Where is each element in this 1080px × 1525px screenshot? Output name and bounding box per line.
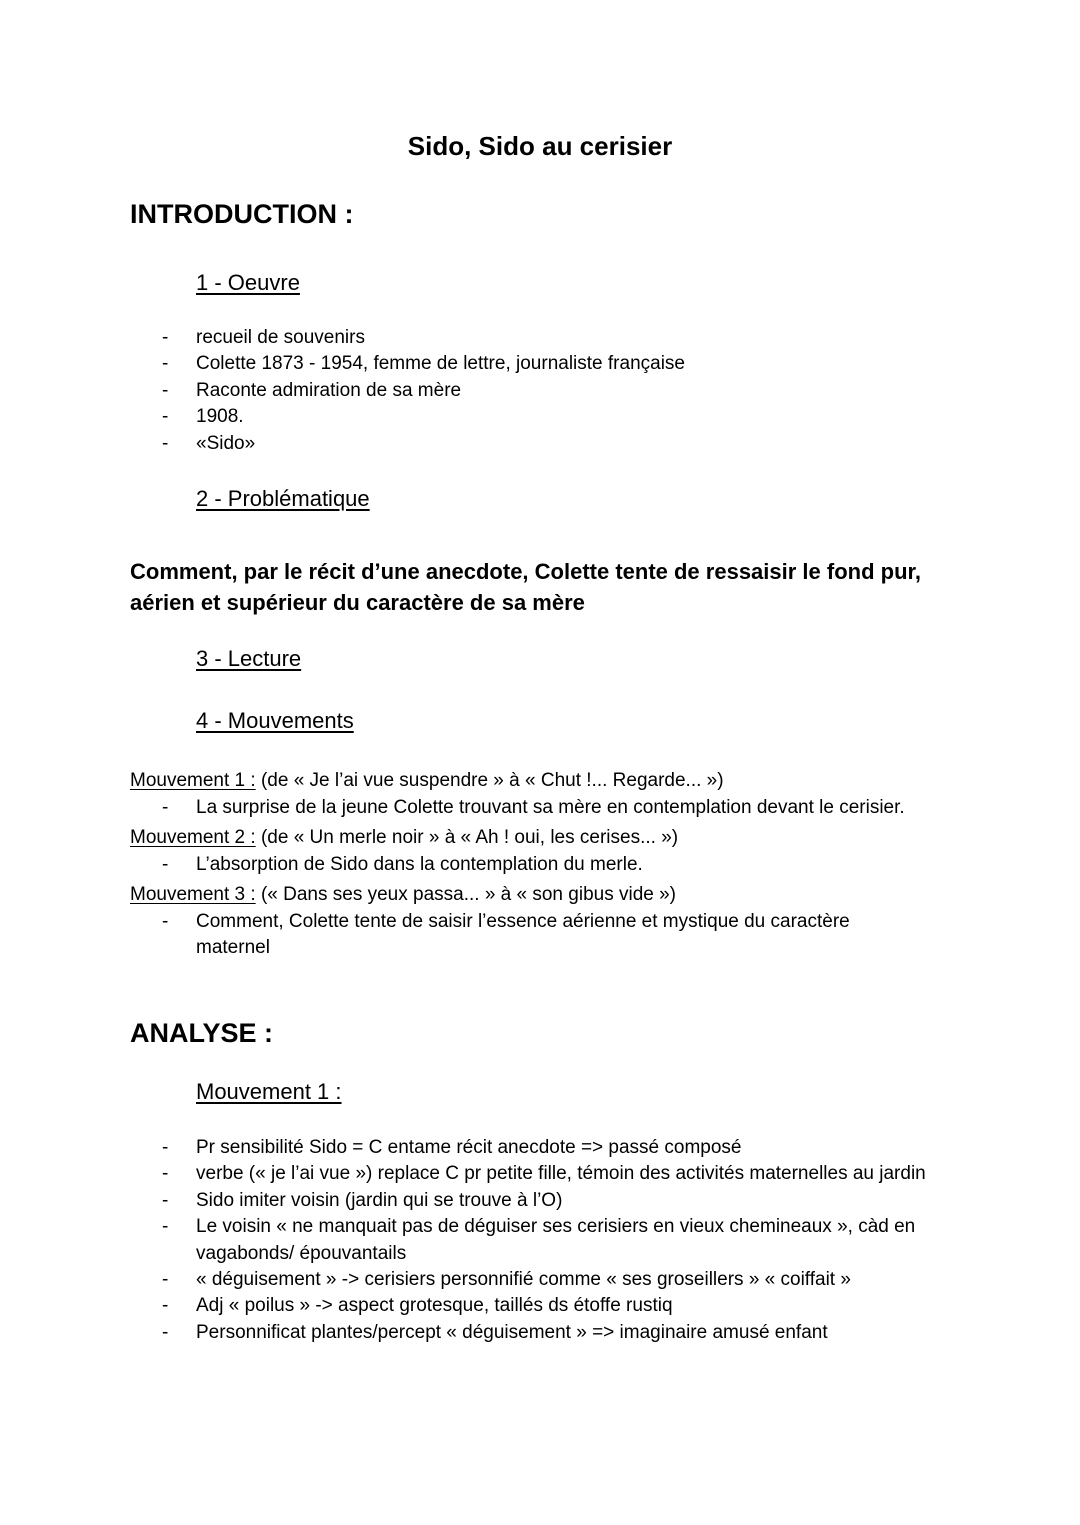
list-item: - Pr sensibilité Sido = C entame récit anecdote => passé composé (130, 1135, 930, 1161)
oeuvre-heading: 1 - Oeuvre (196, 270, 300, 295)
bullet-dash: - (162, 406, 169, 428)
list-item: - Colette 1873 - 1954, femme de lettre, journaliste française (130, 351, 950, 377)
analyse-heading: ANALYSE : (130, 1018, 274, 1048)
mouvement-label: Mouvement 2 : (130, 827, 256, 848)
document-title: Sido, Sido au cerisier (407, 131, 673, 161)
list-item: - L’absorption de Sido dans la contemplation du merle. (130, 852, 950, 878)
bullet-dash: - (162, 797, 169, 818)
mouvement-3-list (130, 909, 910, 962)
bullet-dash: - (162, 327, 169, 348)
bullet-dash: - (162, 432, 169, 454)
bullet-dash: - (162, 1189, 169, 1211)
bullet-dash: - (162, 1321, 169, 1343)
oeuvre-list (130, 325, 950, 457)
mouvement-label: Mouvement 1 : (130, 770, 256, 791)
bullet-dash: - (162, 1163, 169, 1185)
mouvement-range: (de « Un merle noir » à « Ah ! oui, les cerises... ») (255, 827, 679, 848)
introduction-heading: INTRODUCTION : (130, 199, 354, 229)
mouvement-2-list (130, 852, 950, 878)
bullet-dash: - (162, 379, 169, 401)
list-item: - Comment, Colette tente de saisir l’essence aérienne et mystique du caractère maternel (162, 911, 850, 959)
mouvement-range: (« Dans ses yeux passa... » à « son gibus vide ») (255, 884, 677, 905)
bullet-dash: - (162, 353, 169, 375)
bullet-dash: - (162, 1295, 169, 1317)
bullet-dash: - (162, 911, 169, 932)
bullet-dash: - (162, 1137, 169, 1158)
mouvements-heading: 4 - Mouvements (196, 708, 354, 733)
list-item: - «Sido» (130, 431, 950, 457)
list-item: - Personnificat plantes/percept « déguisement » => imaginaire amusé enfant (130, 1320, 930, 1346)
list-item: - Raconte admiration de sa mère (130, 378, 950, 404)
analyse-mouvement-1-heading: Mouvement 1 : (196, 1079, 342, 1104)
bullet-dash: - (162, 1269, 169, 1291)
list-item: - « déguisement » -> cerisiers personnifié comme « ses groseillers » « coiffait » (130, 1267, 930, 1293)
list-item: - La surprise de la jeune Colette trouvant sa mère en contemplation devant le cerisier. (130, 795, 980, 821)
mouvement-1-line (130, 768, 960, 794)
list-item: - verbe (« je l’ai vue ») replace C pr petite fille, témoin des activités maternelles au jardin (130, 1161, 930, 1187)
list-item: - Sido imiter voisin (jardin qui se trouve à l’O) (130, 1188, 930, 1214)
list-item: - Adj « poilus » -> aspect grotesque, taillés ds étoffe rustiq (130, 1293, 930, 1319)
list-item: - Le voisin « ne manquait pas de déguiser ses cerisiers en vieux chemineaux », càd en vagabonds/ épouvantails (162, 1216, 916, 1264)
list-item: - recueil de souvenirs (130, 325, 950, 351)
mouvement-label: Mouvement 3 : (130, 884, 256, 905)
bullet-dash: - (162, 1216, 169, 1238)
mouvement-1-list (130, 795, 980, 821)
analyse-mouvement-1-list (130, 1135, 930, 1346)
problematique-heading: 2 - Problématique (196, 486, 370, 511)
problematique-text: Comment, par le récit d’une anecdote, Colette tente de ressaisir le fond pur, aérien et supérieur du caractère de sa mère (130, 559, 921, 615)
mouvement-3-line (130, 882, 960, 908)
mouvement-range: (de « Je l’ai vue suspendre » à « Chut !... Regarde... ») (255, 770, 724, 791)
bullet-dash: - (162, 854, 169, 875)
list-item: - 1908. (130, 404, 950, 430)
lecture-heading: 3 - Lecture (196, 646, 302, 671)
mouvement-2-line (130, 825, 960, 851)
